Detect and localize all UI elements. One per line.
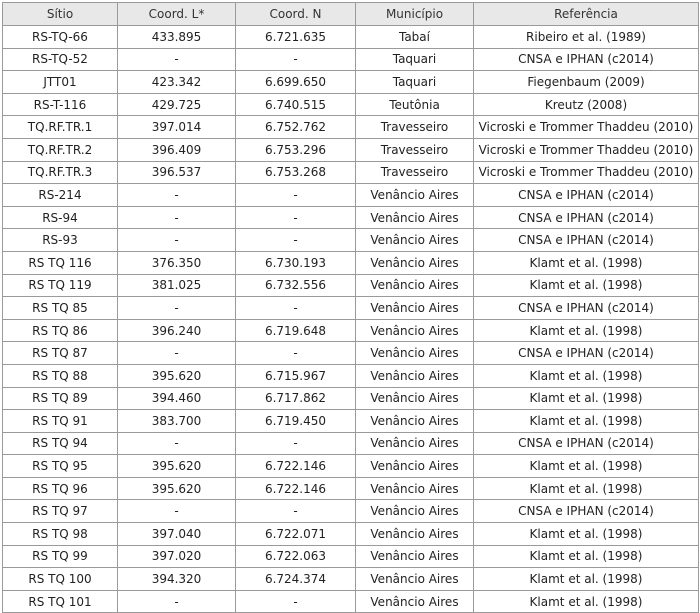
- cell-coord-l: -: [118, 184, 236, 207]
- cell-coord-l: 396.537: [118, 161, 236, 184]
- cell-referencia: Klamt et al. (1998): [474, 387, 699, 410]
- cell-municipio: Tabaí: [356, 26, 474, 49]
- cell-coord-n: 6.732.556: [236, 274, 356, 297]
- cell-municipio: Venâncio Aires: [356, 455, 474, 478]
- table-body: [3, 26, 699, 613]
- table-row: [3, 26, 699, 49]
- cell-referencia: Ribeiro et al. (1989): [474, 26, 699, 49]
- cell-coord-l: 395.620: [118, 455, 236, 478]
- cell-coord-n: 6.717.862: [236, 387, 356, 410]
- cell-coord-n: 6.722.146: [236, 477, 356, 500]
- table-row: [3, 184, 699, 207]
- cell-coord-l: 381.025: [118, 274, 236, 297]
- cell-coord-n: 6.715.967: [236, 364, 356, 387]
- header-coord-n: Coord. N: [236, 3, 356, 26]
- table-row: [3, 274, 699, 297]
- cell-sitio: RS TQ 119: [3, 274, 118, 297]
- cell-referencia: Klamt et al. (1998): [474, 410, 699, 433]
- cell-municipio: Taquari: [356, 71, 474, 94]
- cell-coord-l: 397.014: [118, 116, 236, 139]
- table-row: [3, 206, 699, 229]
- table-row: [3, 251, 699, 274]
- cell-coord-n: 6.753.268: [236, 161, 356, 184]
- cell-coord-l: -: [118, 342, 236, 365]
- cell-coord-l: 433.895: [118, 26, 236, 49]
- cell-coord-n: -: [236, 229, 356, 252]
- sites-table: [2, 2, 699, 613]
- cell-coord-l: -: [118, 229, 236, 252]
- cell-municipio: Taquari: [356, 48, 474, 71]
- cell-sitio: RS-94: [3, 206, 118, 229]
- cell-coord-l: 423.342: [118, 71, 236, 94]
- cell-municipio: Venâncio Aires: [356, 342, 474, 365]
- cell-referencia: CNSA e IPHAN (c2014): [474, 184, 699, 207]
- cell-referencia: Klamt et al. (1998): [474, 319, 699, 342]
- cell-coord-l: 397.040: [118, 523, 236, 546]
- cell-coord-n: -: [236, 206, 356, 229]
- cell-referencia: Klamt et al. (1998): [474, 455, 699, 478]
- cell-referencia: CNSA e IPHAN (c2014): [474, 206, 699, 229]
- table-row: [3, 71, 699, 94]
- cell-sitio: RS-93: [3, 229, 118, 252]
- cell-referencia: Kreutz (2008): [474, 93, 699, 116]
- cell-referencia: CNSA e IPHAN (c2014): [474, 48, 699, 71]
- cell-sitio: TQ.RF.TR.3: [3, 161, 118, 184]
- cell-referencia: Vicroski e Trommer Thaddeu (2010): [474, 116, 699, 139]
- cell-sitio: RS TQ 100: [3, 568, 118, 591]
- cell-referencia: Klamt et al. (1998): [474, 251, 699, 274]
- cell-coord-l: -: [118, 48, 236, 71]
- cell-coord-n: -: [236, 432, 356, 455]
- cell-sitio: RS TQ 97: [3, 500, 118, 523]
- cell-sitio: RS TQ 89: [3, 387, 118, 410]
- cell-sitio: RS TQ 86: [3, 319, 118, 342]
- header-sitio: Sítio: [3, 3, 118, 26]
- cell-referencia: Klamt et al. (1998): [474, 364, 699, 387]
- cell-coord-l: 396.240: [118, 319, 236, 342]
- table-row: [3, 229, 699, 252]
- table-row: [3, 500, 699, 523]
- cell-municipio: Venâncio Aires: [356, 568, 474, 591]
- table-row: [3, 387, 699, 410]
- table-row: [3, 410, 699, 433]
- table-row: [3, 545, 699, 568]
- cell-coord-l: 395.620: [118, 364, 236, 387]
- cell-coord-l: -: [118, 590, 236, 613]
- cell-sitio: RS TQ 101: [3, 590, 118, 613]
- table-header: [3, 3, 699, 26]
- table-row: [3, 116, 699, 139]
- cell-referencia: Klamt et al. (1998): [474, 477, 699, 500]
- header-referencia: Referência: [474, 3, 699, 26]
- cell-municipio: Venâncio Aires: [356, 364, 474, 387]
- cell-referencia: Klamt et al. (1998): [474, 545, 699, 568]
- table-row: [3, 455, 699, 478]
- cell-sitio: RS TQ 99: [3, 545, 118, 568]
- cell-sitio: RS TQ 85: [3, 297, 118, 320]
- header-coord-l: Coord. L*: [118, 3, 236, 26]
- table-row: [3, 364, 699, 387]
- cell-coord-n: 6.730.193: [236, 251, 356, 274]
- cell-referencia: Fiegenbaum (2009): [474, 71, 699, 94]
- cell-coord-l: 395.620: [118, 477, 236, 500]
- cell-sitio: RS TQ 96: [3, 477, 118, 500]
- cell-sitio: RS TQ 88: [3, 364, 118, 387]
- cell-municipio: Venâncio Aires: [356, 523, 474, 546]
- cell-sitio: RS-TQ-52: [3, 48, 118, 71]
- cell-coord-n: -: [236, 500, 356, 523]
- cell-coord-n: 6.719.648: [236, 319, 356, 342]
- table-row: [3, 48, 699, 71]
- cell-municipio: Venâncio Aires: [356, 251, 474, 274]
- table-row: [3, 93, 699, 116]
- cell-coord-n: -: [236, 297, 356, 320]
- cell-referencia: CNSA e IPHAN (c2014): [474, 229, 699, 252]
- cell-sitio: JTT01: [3, 71, 118, 94]
- cell-coord-l: 394.460: [118, 387, 236, 410]
- table-row: [3, 342, 699, 365]
- cell-coord-n: 6.699.650: [236, 71, 356, 94]
- cell-coord-n: 6.753.296: [236, 138, 356, 161]
- cell-coord-n: 6.752.762: [236, 116, 356, 139]
- cell-referencia: Vicroski e Trommer Thaddeu (2010): [474, 138, 699, 161]
- cell-coord-l: -: [118, 500, 236, 523]
- cell-referencia: Klamt et al. (1998): [474, 274, 699, 297]
- cell-sitio: RS-TQ-66: [3, 26, 118, 49]
- cell-municipio: Venâncio Aires: [356, 274, 474, 297]
- cell-coord-n: -: [236, 590, 356, 613]
- cell-sitio: TQ.RF.TR.1: [3, 116, 118, 139]
- cell-referencia: CNSA e IPHAN (c2014): [474, 342, 699, 365]
- cell-municipio: Travesseiro: [356, 138, 474, 161]
- cell-municipio: Venâncio Aires: [356, 206, 474, 229]
- cell-sitio: RS-T-116: [3, 93, 118, 116]
- table-row: [3, 319, 699, 342]
- cell-referencia: Vicroski e Trommer Thaddeu (2010): [474, 161, 699, 184]
- table-row: [3, 138, 699, 161]
- cell-coord-l: 396.409: [118, 138, 236, 161]
- cell-coord-l: -: [118, 432, 236, 455]
- cell-municipio: Venâncio Aires: [356, 590, 474, 613]
- cell-coord-n: -: [236, 184, 356, 207]
- cell-coord-l: 429.725: [118, 93, 236, 116]
- cell-municipio: Venâncio Aires: [356, 319, 474, 342]
- cell-coord-l: -: [118, 206, 236, 229]
- cell-coord-n: 6.724.374: [236, 568, 356, 591]
- cell-referencia: Klamt et al. (1998): [474, 523, 699, 546]
- cell-municipio: Venâncio Aires: [356, 500, 474, 523]
- header-municipio: Município: [356, 3, 474, 26]
- table-row: [3, 477, 699, 500]
- cell-sitio: RS TQ 95: [3, 455, 118, 478]
- table-row: [3, 297, 699, 320]
- cell-coord-l: 397.020: [118, 545, 236, 568]
- cell-coord-n: 6.722.146: [236, 455, 356, 478]
- cell-coord-l: 376.350: [118, 251, 236, 274]
- cell-municipio: Venâncio Aires: [356, 477, 474, 500]
- cell-sitio: TQ.RF.TR.2: [3, 138, 118, 161]
- cell-sitio: RS TQ 87: [3, 342, 118, 365]
- cell-coord-l: -: [118, 297, 236, 320]
- cell-sitio: RS TQ 91: [3, 410, 118, 433]
- header-row: [3, 3, 699, 26]
- cell-referencia: CNSA e IPHAN (c2014): [474, 500, 699, 523]
- cell-coord-n: 6.722.063: [236, 545, 356, 568]
- cell-coord-n: 6.719.450: [236, 410, 356, 433]
- table-row: [3, 568, 699, 591]
- cell-referencia: Klamt et al. (1998): [474, 568, 699, 591]
- cell-municipio: Venâncio Aires: [356, 410, 474, 433]
- cell-coord-n: 6.722.071: [236, 523, 356, 546]
- cell-coord-n: -: [236, 48, 356, 71]
- cell-referencia: CNSA e IPHAN (c2014): [474, 432, 699, 455]
- cell-municipio: Venâncio Aires: [356, 432, 474, 455]
- cell-sitio: RS-214: [3, 184, 118, 207]
- table-row: [3, 161, 699, 184]
- cell-coord-n: 6.740.515: [236, 93, 356, 116]
- cell-municipio: Venâncio Aires: [356, 387, 474, 410]
- cell-sitio: RS TQ 98: [3, 523, 118, 546]
- cell-coord-n: 6.721.635: [236, 26, 356, 49]
- cell-municipio: Teutônia: [356, 93, 474, 116]
- cell-municipio: Travesseiro: [356, 116, 474, 139]
- cell-sitio: RS TQ 94: [3, 432, 118, 455]
- cell-sitio: RS TQ 116: [3, 251, 118, 274]
- table-row: [3, 523, 699, 546]
- cell-municipio: Venâncio Aires: [356, 297, 474, 320]
- cell-referencia: CNSA e IPHAN (c2014): [474, 297, 699, 320]
- cell-municipio: Travesseiro: [356, 161, 474, 184]
- cell-coord-l: 394.320: [118, 568, 236, 591]
- cell-referencia: Klamt et al. (1998): [474, 590, 699, 613]
- cell-municipio: Venâncio Aires: [356, 184, 474, 207]
- cell-coord-l: 383.700: [118, 410, 236, 433]
- cell-coord-n: -: [236, 342, 356, 365]
- table-row: [3, 432, 699, 455]
- cell-municipio: Venâncio Aires: [356, 229, 474, 252]
- cell-municipio: Venâncio Aires: [356, 545, 474, 568]
